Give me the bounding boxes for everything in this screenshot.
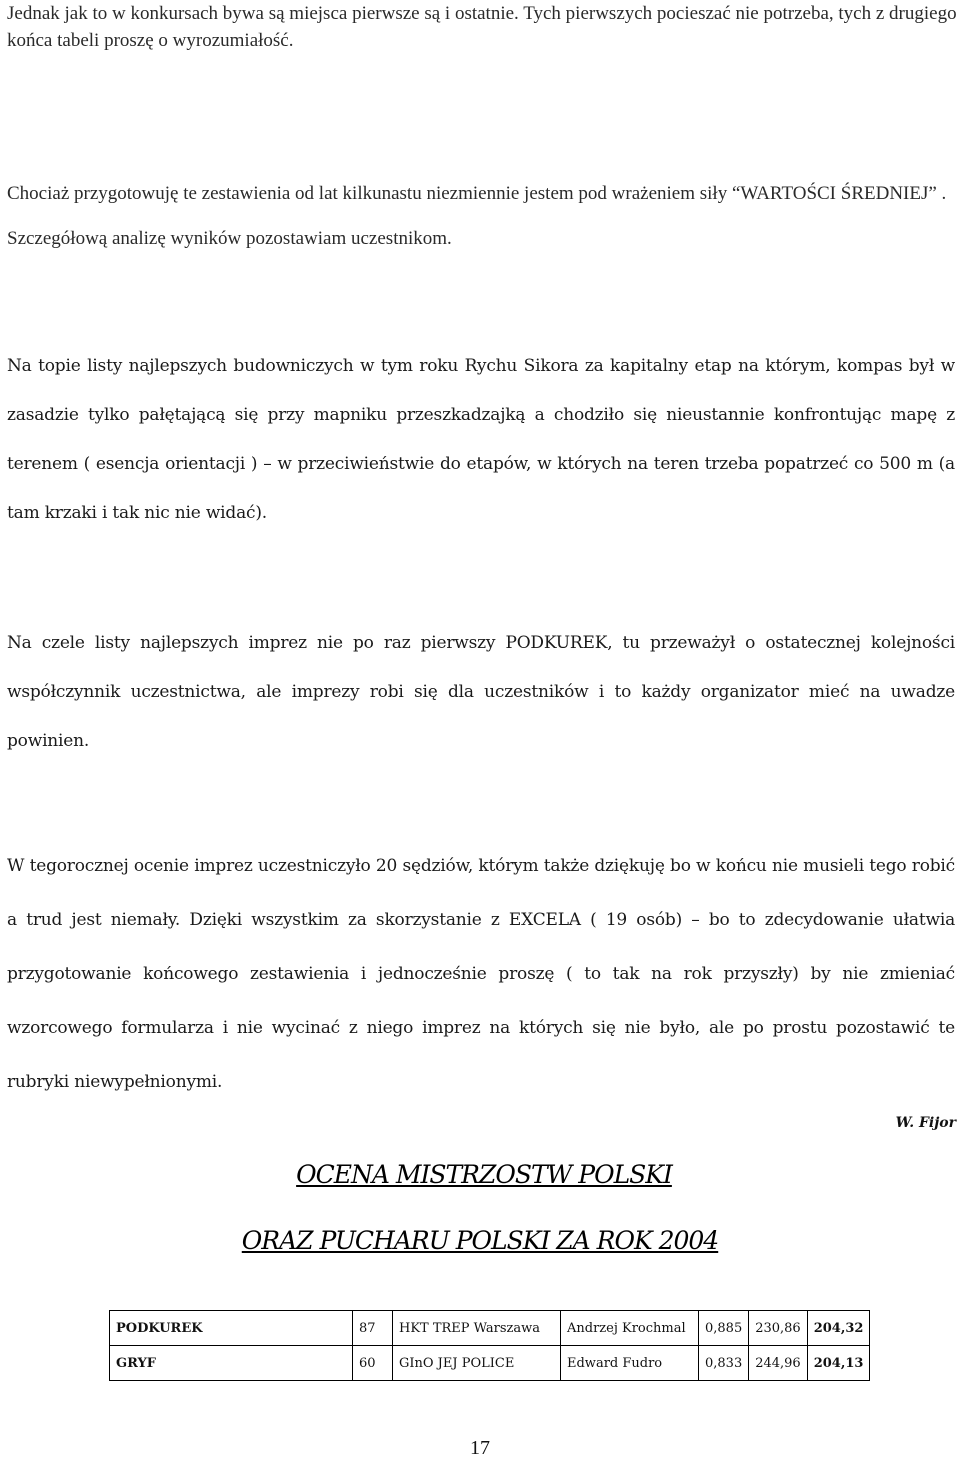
club-cell: HKT TREP Warszawa bbox=[393, 1311, 561, 1346]
results-table bbox=[109, 1310, 870, 1381]
paragraph-best-builders: Na topie listy najlepszych budowniczych w tym roku Rychu Sikora za kapitalny etap na którym, kompas był w zasadzie tylko pałętającą się przy mapniku przeszkadzajką a chodziło się nieustannie konfrontując mapę z terenem ( esencja orientacji ) – w przeciwieństwie do etapów, w których na teren trzeba popatrzeć co 500 m (a tam krzaki i tak nic nie widać). bbox=[7, 356, 955, 523]
paragraph-best-events: Na czele listy najlepszych imprez nie po raz pierwszy PODKUREK, tu przeważył o ostatecznej kolejności współczynnik uczestnictwa, ale imprezy robi się dla uczestników i to każdy organizator mieć na uwadze powinien. bbox=[7, 633, 955, 751]
coefficient-cell: 0,833 bbox=[699, 1346, 749, 1381]
coefficient-cell: 0,885 bbox=[699, 1311, 749, 1346]
club-cell: GInO JEJ POLICE bbox=[393, 1346, 561, 1381]
score-cell: 244,96 bbox=[749, 1346, 808, 1381]
score-cell: 230,86 bbox=[749, 1311, 808, 1346]
final-score-cell: 204,32 bbox=[807, 1311, 870, 1346]
event-name-cell: GRYF bbox=[110, 1346, 353, 1381]
paragraph-average-value: Chociaż przygotowuję te zestawienia od lat kilkunastu niezmiennie jestem pod wrażeniem siły “WARTOŚCI ŚREDNIEJ” . Szczegółową analizę wyników pozostawiam uczestnikom. bbox=[7, 183, 947, 249]
table-row bbox=[110, 1346, 870, 1381]
table-row bbox=[110, 1311, 870, 1346]
organizer-cell: Andrzej Krochmal bbox=[561, 1311, 699, 1346]
paragraph-intro: Jednak jak to w konkursach bywa są miejsca pierwsze są i ostatnie. Tych pierwszych pocieszać nie potrzeba, tych z drugiego końca tabeli proszę o wyrozumiałość. bbox=[7, 3, 957, 51]
participants-cell: 87 bbox=[353, 1311, 393, 1346]
paragraph-judges: W tegorocznej ocenie imprez uczestniczyło 20 sędziów, którym także dziękuję bo w końcu nie musieli tego robić a trud jest niemały. Dzięki wszystkim za skorzystanie z EXCELA ( 19 osób) – bo to zdecydowanie ułatwia przygotowanie końcowego zestawienia i jednocześnie proszę ( to tak na rok przyszły) by nie zmieniać wzorcowego formularza i nie wycinać z niego imprez na których się nie było, ale po prostu pozostawić te rubryki niewypełnionymi. bbox=[7, 856, 955, 1092]
participants-cell: 60 bbox=[353, 1346, 393, 1381]
section-title-line2: ORAZ PUCHARU POLSKI ZA ROK 2004 bbox=[241, 1226, 719, 1255]
organizer-cell: Edward Fudro bbox=[561, 1346, 699, 1381]
author-signature: W. Fijor bbox=[895, 1115, 956, 1131]
final-score-cell: 204,13 bbox=[807, 1346, 870, 1381]
page-number: 17 bbox=[470, 1437, 490, 1459]
event-name-cell: PODKUREK bbox=[110, 1311, 353, 1346]
section-title-line1: OCENA MISTRZOSTW POLSKI bbox=[296, 1160, 672, 1189]
